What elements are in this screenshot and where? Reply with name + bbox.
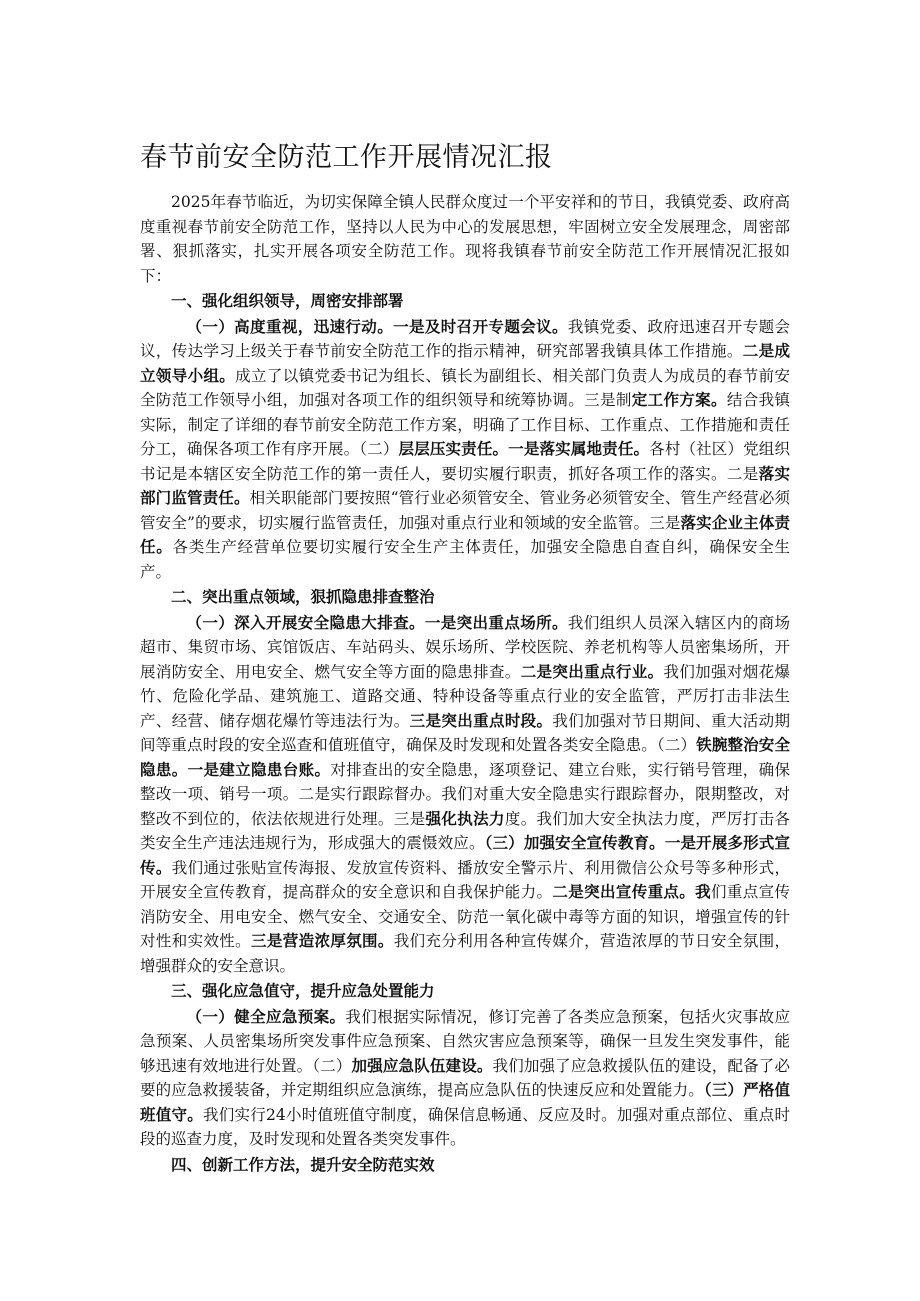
section-2-paragraph — [140, 611, 790, 979]
bold-phrase: （三）加强安全宣传教育。一是开展多形式宣传。 — [140, 833, 790, 877]
body-text: 各类生产经营单位要切实履行安全生产主体责任，加强安全隐患自查自纠，确保安全生产。 — [140, 538, 790, 581]
bold-phrase: 加强应急队伍建设。 — [351, 1055, 493, 1075]
body-text: 度。我们加大安全执法力度，严厉打击各类安全生产违法违规行为，形成强大的震慑效应。 — [140, 809, 790, 852]
bold-phrase: （一）高度重视，迅速行动。一是及时召开专题会议。 — [186, 316, 568, 336]
body-text: 我们充分利用各种宣传媒介，营造浓厚的节日安全氛围，增强群众的安全意识。 — [140, 932, 790, 975]
section-3-paragraph — [140, 1005, 790, 1152]
document-page — [140, 138, 790, 1178]
bold-phrase: 定工作方案。 — [631, 390, 727, 409]
body-text: 我们通过张贴宣传海报、发放宣传资料、播放安全警示片、利用微信公众号等多种形式，开展安全宣传教育，提高群众的安全意识和自我保护能力。 — [140, 858, 790, 901]
bold-phrase: 落实企业主体责任。 — [140, 512, 790, 556]
body-text: 我们组织人员深入辖区内的商场超市、集贸市场、宾馆饭店、车站码头、娱乐场所、学校医院、养老机构等人员密集场所，开展消防安全、用电安全、燃气安全等方面的隐患排查。 — [140, 613, 790, 681]
body-text: 对排查出的安全隐患，逐项登记、建立台账，实行销号管理，确保整改一项、销号一项。二是实行跟踪督办。我们对重大安全隐患实行跟踪督办，限期整改，对整改不到位的，依法依规进行处理。三是 — [140, 760, 790, 828]
bold-phrase: 三是营造浓厚氛围。 — [251, 931, 394, 950]
body-text: 我镇党委、政府迅速召开专题会议，传达学习上级关于春节前安全防范工作的指示精神，研究部署我镇具体工作措施。 — [140, 317, 790, 360]
section-2-heading: 二、突出重点领域，狠抓隐患排查整治 — [171, 587, 435, 606]
body-text: 我们加强了应急救援队伍的建设，配备了必要的应急救援装备，并定期组织应急演练，提高应急队伍的快速反应和处置能力。 — [140, 1056, 790, 1099]
bold-phrase: 二是突出重点行业。 — [520, 661, 664, 681]
section-4-heading: 四、创新工作方法，提升安全防范实效 — [171, 1154, 435, 1174]
section-1-paragraph — [140, 315, 790, 585]
body-text: 我们加强对节日期间、重大活动期间等重点时段的安全巡查和值班值守，确保及时发现和处置各类安全隐患。（二） — [140, 711, 790, 754]
bold-phrase: 层层压实责任。一是落实属地责任。 — [398, 439, 650, 458]
body-text: 各村（社区）党组织书记是本辖区安全防范工作的第一责任人，要切实履行职责，抓好各项工作的落实。二是 — [140, 440, 790, 483]
bold-phrase: 二是突出宣传重点。我 — [552, 882, 712, 901]
section-1-heading: 一、强化组织领导，周密安排部署 — [171, 291, 404, 310]
intro-paragraph: 2025年春节临近，为切实保障全镇人民群众度过一个平安祥和的节日，我镇党委、政府高度重视春节前安全防范工作，坚持以人民为中心的发展思想，牢固树立安全发展理念，周密部署、狠抓落实，扎实开展各项安全防范工作。现将我镇春节前安全防范工作开展情况汇报如下： — [140, 193, 790, 285]
body-text: 相关职能部门要按照“管行业必须管安全、管业务必须管安全、管生产经营必须管安全”的要求，切实履行监管责任，加强对重点行业和领域的安全监管。三是 — [140, 489, 790, 532]
body-text: 我们实行24小时值班值守制度，确保信息畅通、反应及时。加强对重点部位、重点时段的巡查力度，及时发现和处置各类突发事件。 — [140, 1105, 790, 1148]
section-3-heading: 三、强化应急值守，提升应急处置能力 — [171, 981, 435, 1000]
bold-phrase: 三是突出重点时段。 — [409, 710, 553, 730]
body-text: 我们根据实际情况，修订完善了各类应急预案，包括火灾事故应急预案、人员密集场所突发事件应急预案、自然灾害应急预案等，确保一旦发生突发事件，能够迅速有效地进行处置。（二） — [140, 1007, 790, 1075]
bold-phrase: （一）健全应急预案。 — [186, 1006, 346, 1026]
bold-phrase: 落实部门监管责任。 — [140, 463, 790, 507]
body-text: 们重点宣传消防安全、用电安全、燃气安全、交通安全、防范一氧化碳中毒等方面的知识，增强宣传的针对性和实效性。 — [140, 883, 790, 950]
body-text: 结合我镇实际，制定了详细的春节前安全防范工作方案，明确了工作目标、工作重点、工作措施和责任分工，确保各项工作有序开展。（二） — [140, 391, 790, 458]
document-title: 春节前安全防范工作开展情况汇报 — [140, 142, 553, 173]
bold-phrase: 铁腕整治安全隐患。一是建立隐患台账。 — [140, 735, 790, 779]
bold-phrase: 强化执法力 — [425, 808, 505, 828]
bold-phrase: （三）严格值班值守。 — [140, 1080, 790, 1124]
body-text: 我们加强对烟花爆竹、危险化学品、建筑施工、道路交通、特种设备等重点行业的安全监管，严厉打击非法生产、经营、储存烟花爆竹等违法行为。 — [140, 662, 790, 730]
body-text: 成立了以镇党委书记为组长、镇长为副组长、相关部门负责人为成员的春节前安全防范工作领导小组，加强对各项工作的组织领导和统筹协调。三是制 — [140, 366, 790, 409]
bold-phrase: 二是成立领导小组。 — [140, 341, 790, 385]
bold-phrase: （一）深入开展安全隐患大排查。一是突出重点场所。 — [186, 612, 568, 632]
